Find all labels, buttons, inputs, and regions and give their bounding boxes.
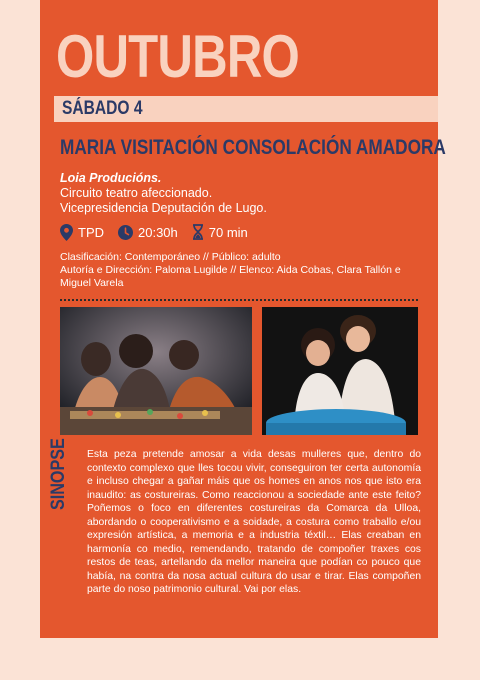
location-pin-icon — [60, 224, 73, 241]
company-name: Loia Producións. — [60, 171, 162, 185]
venue-item — [60, 224, 104, 241]
event-title: MARIA VISITACIÓN CONSOLACIÓN AMADORA — [60, 136, 446, 159]
month-heading: OUTUBRO — [56, 23, 299, 90]
sinopse-label: SINOPSE — [48, 438, 69, 510]
classification: Clasificación: Contemporáneo // Público: adulto — [60, 251, 281, 263]
info-line-1: Circuito teatro afeccionado. — [60, 186, 213, 200]
performance-photo-group — [60, 307, 252, 435]
performance-photo-duo — [262, 307, 418, 435]
sinopse-text: Esta peza pretende amosar a vida desas mulleres que, dentro do contexto complexo que lles tocou vivir, conseguiron ter certa autonomía e incluso chegar a gañar máis que os homes en anos nos que isto era inaudito: as costureiras. Como reaccionou a sociedade ante este feito? Poñemos o foco en diferentes costureiras da Comarca da Ulloa, abordando o cooperativismo e a soidade, a costura como traballo e/ou expresión artística, a memoria e a industria téxtil… Elas creaban en harmonía co medio, remendando, tratando de compoñer traxes cos restos de teas, artellando da mellor maneira que podían co pouco que había, na contra da nosa actual cultura do usar e tirar. Elas compoñen parte do noso patrimonio cultural. Vai por elas. — [87, 449, 421, 595]
hourglass-icon — [192, 224, 204, 240]
duration-text: 70 min — [208, 224, 248, 240]
time-item — [118, 225, 178, 240]
info-line-2: Vicepresidencia Deputación de Lugo. — [60, 201, 267, 215]
venue-text: TPD — [78, 224, 104, 240]
time-text: 20:30h — [138, 224, 178, 240]
duration-item — [192, 224, 248, 240]
credits: Autoría e Dirección: Paloma Lugilde // Elenco: Aida Cobas, Clara Tallón e Miguel Varela — [60, 264, 401, 289]
event-meta — [60, 222, 262, 242]
clock-icon — [118, 225, 133, 240]
day-label: SÁBADO 4 — [62, 98, 143, 119]
day-band — [54, 96, 438, 122]
dotted-divider — [60, 299, 418, 301]
